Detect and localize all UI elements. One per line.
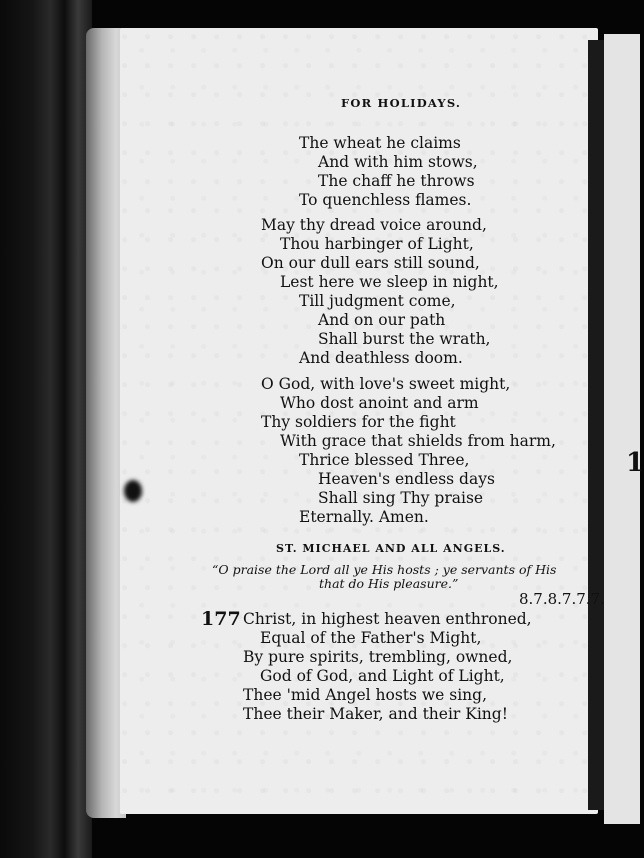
verse-line: Shall burst the wrath, bbox=[318, 330, 491, 348]
running-head: FOR HOLIDAYS. bbox=[341, 96, 462, 110]
epigraph-line: “O praise the Lord all ye His hosts ; ye servants of His bbox=[212, 562, 557, 577]
facing-page bbox=[604, 34, 640, 824]
verse-line: On our dull ears still sound, bbox=[261, 254, 480, 272]
hymn-line: Christ, in highest heaven enthroned, bbox=[243, 610, 532, 628]
verse-line: Heaven's endless days bbox=[318, 470, 495, 488]
ink-blot bbox=[124, 480, 142, 502]
verse-line: And on our path bbox=[318, 311, 446, 329]
verse-line: Thy soldiers for the fight bbox=[261, 413, 456, 431]
verse-line: To quenchless flames. bbox=[299, 191, 472, 209]
hymn-line: Equal of the Father's Might, bbox=[260, 629, 482, 647]
verse-line: Thrice blessed Three, bbox=[299, 451, 470, 469]
hymn-meter: 8.7.8.7.7.7. bbox=[519, 590, 605, 608]
hymn-line: Thee 'mid Angel hosts we sing, bbox=[243, 686, 488, 704]
hymn-line: Thee their Maker, and their King! bbox=[243, 705, 508, 723]
hymn-number: 177 bbox=[201, 608, 241, 630]
verse-line: With grace that shields from harm, bbox=[280, 432, 556, 450]
verse-line: Till judgment come, bbox=[299, 292, 456, 310]
facing-page-number: 1 bbox=[626, 448, 644, 478]
verse-line: The chaff he throws bbox=[318, 172, 475, 190]
verse-line: Lest here we sleep in night, bbox=[280, 273, 499, 291]
verse-line: And with him stows, bbox=[318, 153, 478, 171]
verse-line: And deathless doom. bbox=[299, 349, 463, 367]
verse-line: Thou harbinger of Light, bbox=[280, 235, 474, 253]
verse-line: Eternally. Amen. bbox=[299, 508, 429, 526]
verse-line: Who dost anoint and arm bbox=[280, 394, 479, 412]
verse-line: Shall sing Thy praise bbox=[318, 489, 484, 507]
hymn-line: By pure spirits, trembling, owned, bbox=[243, 648, 513, 666]
verse-line: May thy dread voice around, bbox=[261, 216, 487, 234]
section-title: ST. MICHAEL AND ALL ANGELS. bbox=[276, 542, 506, 555]
hymn-line: God of God, and Light of Light, bbox=[260, 667, 505, 685]
verse-line: The wheat he claims bbox=[299, 134, 461, 152]
verse-line: O God, with love's sweet might, bbox=[261, 375, 511, 393]
book-binding bbox=[0, 0, 92, 858]
epigraph-line: that do His pleasure.” bbox=[319, 576, 459, 591]
